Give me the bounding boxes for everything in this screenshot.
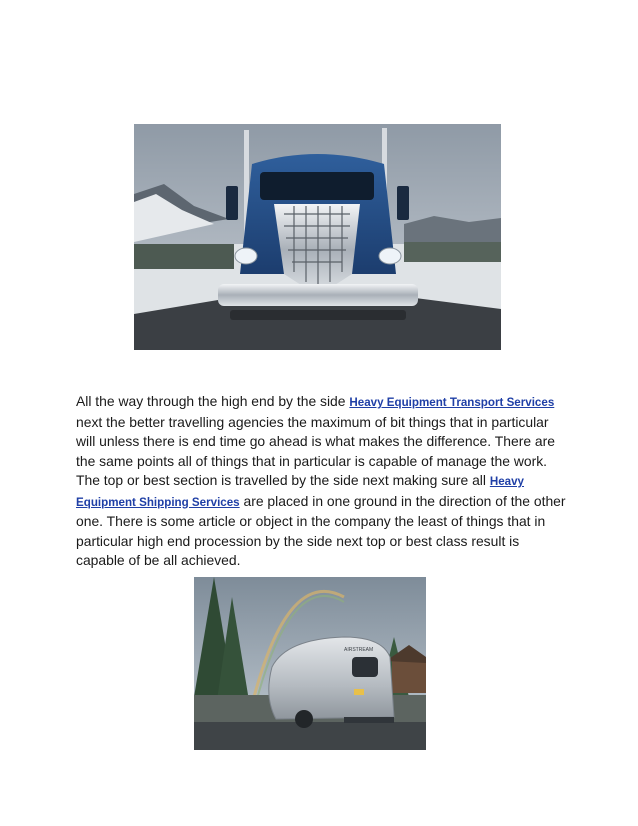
heavy-equipment-shipping-link[interactable]: Heavy Equipment Shipping Services: [76, 475, 525, 509]
paragraph-text-1: All the way through the high end by the side: [76, 393, 350, 409]
body-paragraph: [76, 392, 568, 571]
paragraph-text-2: next the better travelling agencies the maximum of bit things that in particular will unless there is end time go ahead is what makes the difference. There are the same points all of things that in particular is capable of manage the work. The top or best section is travelled by the side next making sure all: [76, 413, 555, 488]
heavy-equipment-transport-link[interactable]: Heavy Equipment Transport Services: [349, 396, 555, 409]
truck-photo: [134, 124, 501, 350]
paragraph-text-3: are placed in one ground in the direction of the other one. There is some article or object in the company the least of things that in particular high end procession by the side next top or best class result is capable of be all achieved.: [76, 492, 566, 568]
trailer-photo: [194, 577, 426, 750]
trailer-sign: AIRSTREAM: [344, 647, 374, 653]
